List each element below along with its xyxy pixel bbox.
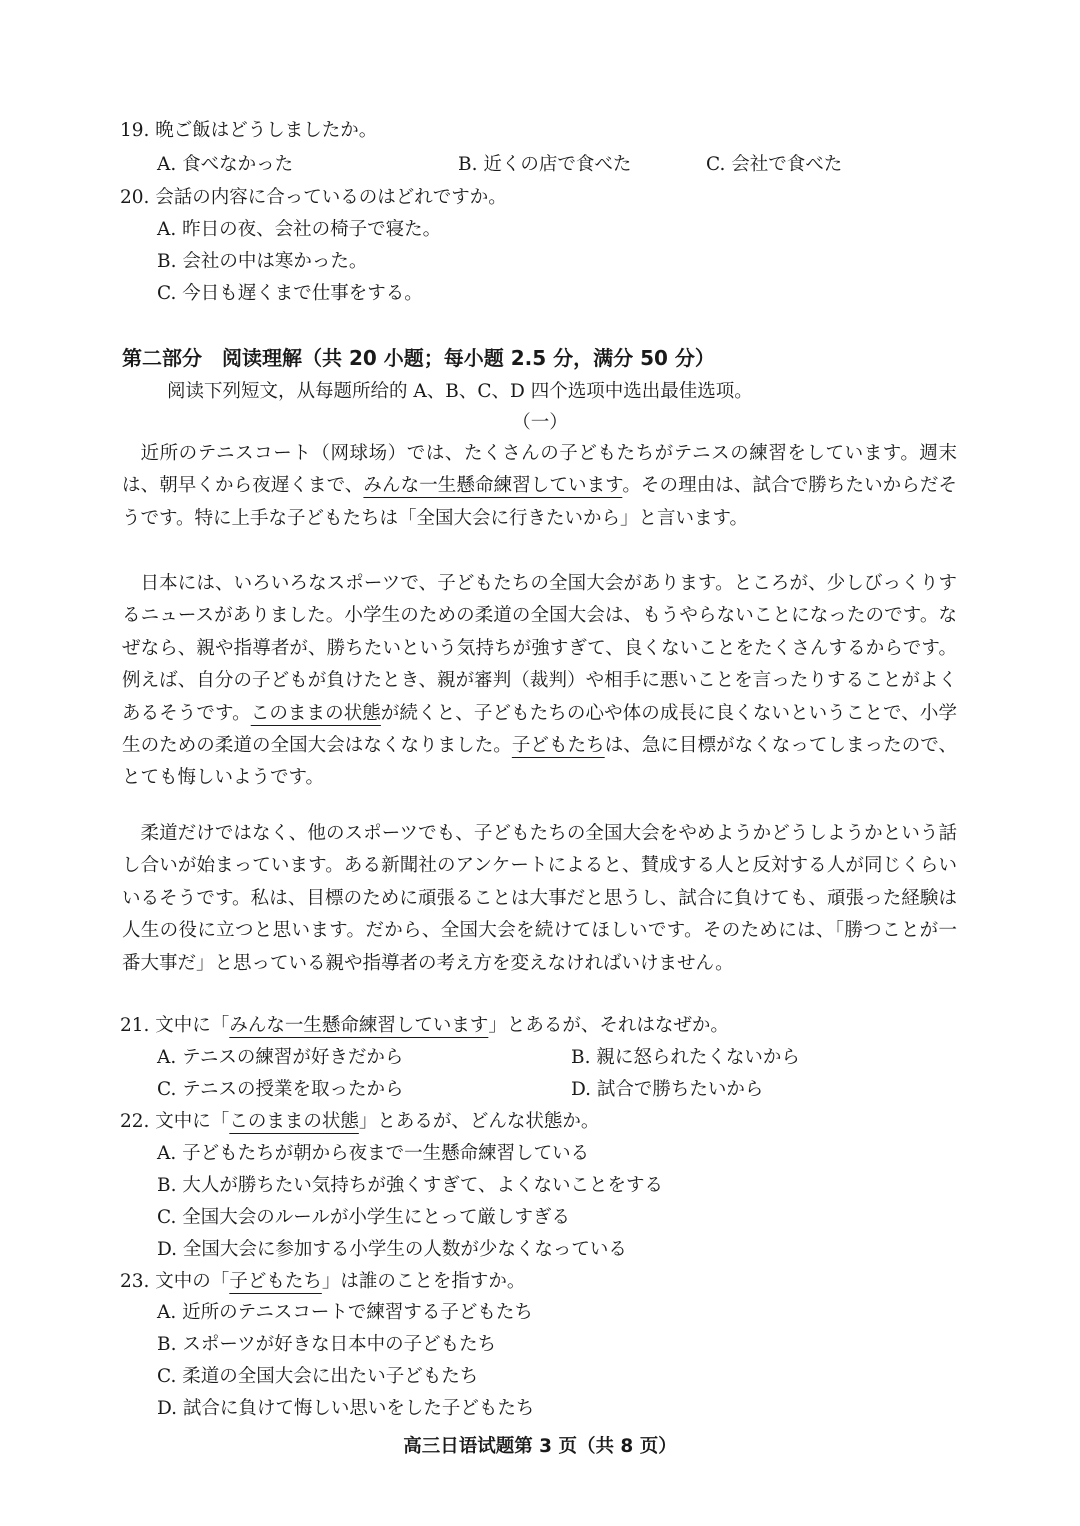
question-23-option-a: A. 近所のテニスコートで練習する子どもたち <box>157 1302 533 1323</box>
question-23-stem: 23. 文中の「子どもたち」は誰のことを指すか。 <box>120 1271 526 1292</box>
question-22-option-b: B. 大人が勝ちたい気持ちが強くすぎて、よくないことをする <box>157 1175 663 1196</box>
page-footer: 高三日语试题第 3 页（共 8 页） <box>403 1436 677 1457</box>
question-20-option-a: A. 昨日の夜、会社の椅子で寝た。 <box>157 219 442 240</box>
underlined-phrase-3: 子どもたち <box>511 735 605 757</box>
passage-paragraph-1: 近所のテニスコート（网球场）では、たくさんの子どもたちがテニスの練習をしています。週末は、朝早くから夜遅くまで、みんな一生懸命練習しています。その理由は、試合で勝ちたいからだそうです。特に上手な子どもたちは「全国大会に行きたいから」と言います。 <box>122 443 957 529</box>
question-22-stem: 22. 文中に「このままの状態」とあるが、どんな状態か。 <box>120 1111 600 1132</box>
question-23-option-d: D. 試合に負けて悔しい思いをした子どもたち <box>157 1398 535 1419</box>
underlined-phrase-2: このままの状態 <box>250 702 381 724</box>
question-19-stem: 19. 晩ご飯はどうしましたか。 <box>120 120 378 141</box>
question-21-option-b: B. 親に怒られたくないから <box>571 1047 800 1068</box>
passage-paragraph-3: 柔道だけではなく、他のスポーツでも、子どもたちの全国大会をやめようかどうしようかという話し合いが始まっています。ある新聞社のアンケートによると、賛成する人と反対する人が同じくらいいるそうです。私は、目標のために頑張ることは大事だと思うし、試合に負けても、頑張った経験は人生の役に立つと思います。だから、全国大会を続けてほしいです。そのためには、「勝つことが一番大事だ」と思っている親や指導者の考え方を変えなければいけません。 <box>122 823 957 974</box>
question-19-option-a: A. 食べなかった <box>157 154 294 175</box>
question-21-option-d: D. 試合で勝ちたいから <box>571 1079 764 1100</box>
question-21-stem: 21. 文中に「みんな一生懸命練習しています」とあるが、それはなぜか。 <box>120 1015 729 1036</box>
question-19-option-b: B. 近くの店で食べた <box>458 154 632 175</box>
question-20-option-c: C. 今日も遅くまで仕事をする。 <box>157 283 423 304</box>
question-22-option-d: D. 全国大会に参加する小学生の人数が少なくなっている <box>157 1239 627 1260</box>
passage-paragraph-2: 日本には、いろいろなスポーツで、子どもたちの全国大会があります。ところが、少しびっくりするニュースがありました。小学生のための柔道の全国大会は、もうやらないことになったのです。なぜなら、親や指導者が、勝ちたいという気持ちが強すぎて、良くないことをたくさんするからです。例えば、自分の子どもが負けたとき、親が審判（裁判）や相手に悪いことを言ったりすることがよくあるそうです。このままの状態が続くと、子どもたちの心や体の成長に良くないということで、小学生のための柔道の全国大会はなくなりました。子どもたちは、急に目標がなくなってしまったので、とても悔しいようです。 <box>122 573 957 789</box>
question-21-option-a: A. テニスの練習が好きだから <box>157 1047 404 1068</box>
question-22-option-a: A. 子どもたちが朝から夜まで一生懸命練習している <box>157 1143 590 1164</box>
question-19-option-c: C. 会社で食べた <box>706 154 843 175</box>
underlined-phrase-1: みんな一生懸命練習しています <box>363 475 623 497</box>
passage-number: （一） <box>512 412 568 433</box>
section-title: 第二部分 阅读理解（共 20 小题；每小题 2.5 分，满分 50 分） <box>122 346 715 370</box>
question-22-option-c: C. 全国大会のルールが小学生にとって厳しすぎる <box>157 1207 571 1228</box>
question-20-option-b: B. 会社の中は寒かった。 <box>157 251 368 272</box>
question-21-option-c: C. テニスの授業を取ったから <box>157 1079 404 1100</box>
question-23-option-b: B. スポーツが好きな日本中の子どもたち <box>157 1334 497 1355</box>
question-20-stem: 20. 会話の内容に合っているのはどれですか。 <box>120 187 507 208</box>
question-23-option-c: C. 柔道の全国大会に出たい子どもたち <box>157 1366 479 1387</box>
section-instruction: 阅读下列短文，从每题所给的 A、B、C、D 四个选项中选出最佳选项。 <box>167 381 753 402</box>
